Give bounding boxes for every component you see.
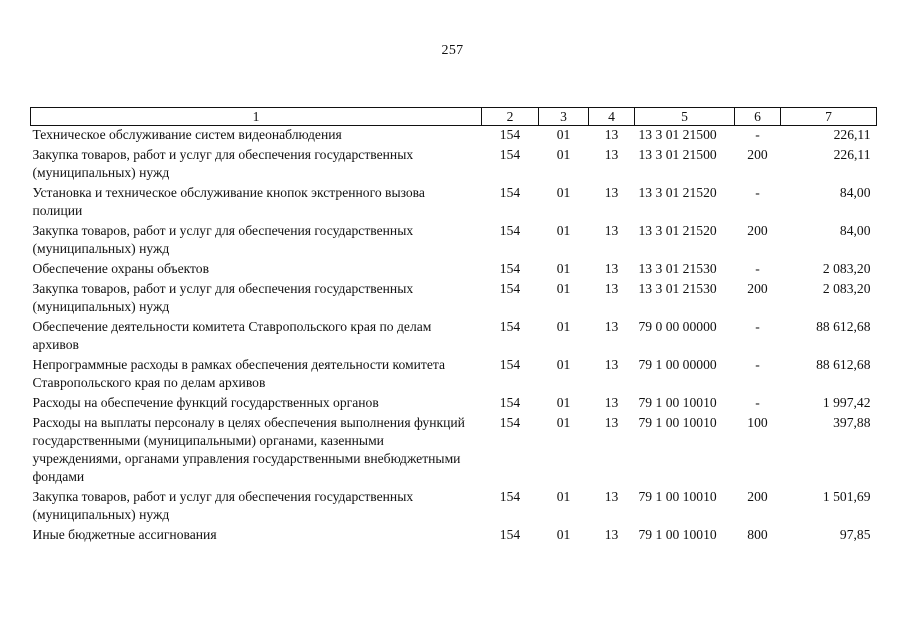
row-col-7: 84,00 bbox=[839, 223, 871, 238]
row-col-6: 200 bbox=[747, 147, 768, 162]
row-col-2: 154 bbox=[499, 527, 521, 542]
row-col-7: 2 083,20 bbox=[822, 261, 871, 276]
row-col-3: 01 bbox=[556, 395, 571, 410]
header-col-2: 2 bbox=[482, 108, 539, 126]
row-col-4: 13 bbox=[604, 415, 619, 430]
row-col-2: 154 bbox=[499, 223, 521, 238]
row-col-4: 13 bbox=[604, 281, 619, 296]
row-col-4: 13 bbox=[604, 261, 619, 276]
table-row bbox=[31, 414, 877, 488]
row-col-2: 154 bbox=[499, 395, 521, 410]
row-col-2: 154 bbox=[499, 147, 521, 162]
table-header bbox=[31, 108, 877, 126]
budget-table bbox=[30, 107, 877, 546]
row-col-5: 13 3 01 21530 bbox=[638, 281, 717, 296]
header-col-6: 6 bbox=[735, 108, 781, 126]
table-body bbox=[31, 126, 877, 547]
row-col-5: 79 0 00 00000 bbox=[638, 319, 717, 334]
row-col-5: 13 3 01 21520 bbox=[638, 223, 717, 238]
row-col-6: 200 bbox=[747, 223, 768, 238]
row-col-4: 13 bbox=[604, 147, 619, 162]
row-col-6: 100 bbox=[747, 415, 768, 430]
table-row bbox=[31, 318, 877, 356]
row-col-2: 154 bbox=[499, 261, 521, 276]
row-col-7: 1 997,42 bbox=[822, 395, 871, 410]
row-col-2: 154 bbox=[499, 185, 521, 200]
row-col-7: 226,11 bbox=[833, 127, 871, 142]
row-col-3: 01 bbox=[556, 281, 571, 296]
row-col-3: 01 bbox=[556, 127, 571, 142]
row-col-6: 200 bbox=[747, 281, 768, 296]
row-col-3: 01 bbox=[556, 185, 571, 200]
row-col-3: 01 bbox=[556, 527, 571, 542]
row-col-7: 97,85 bbox=[839, 527, 871, 542]
row-col-7: 84,00 bbox=[839, 185, 871, 200]
row-col-3: 01 bbox=[556, 357, 571, 372]
page-number: 257 bbox=[441, 43, 464, 58]
row-col-6: - bbox=[755, 357, 760, 372]
row-col-2: 154 bbox=[499, 489, 521, 504]
row-col-5: 13 3 01 21520 bbox=[638, 185, 717, 200]
row-col-6: 200 bbox=[747, 489, 768, 504]
row-col-2: 154 bbox=[499, 357, 521, 372]
header-col-7: 7 bbox=[781, 108, 877, 126]
row-col-2: 154 bbox=[499, 127, 521, 142]
row-col-3: 01 bbox=[556, 319, 571, 334]
row-col-4: 13 bbox=[604, 223, 619, 238]
row-col-5: 13 3 01 21530 bbox=[638, 261, 717, 276]
row-col-6: - bbox=[755, 261, 760, 276]
row-col-4: 13 bbox=[604, 319, 619, 334]
table-row bbox=[31, 526, 877, 546]
row-description: Обеспечение деятельности комитета Ставропольского края по делам архивов bbox=[32, 319, 432, 352]
header-row bbox=[31, 108, 877, 126]
row-col-7: 397,88 bbox=[833, 415, 871, 430]
row-description: Иные бюджетные ассигнования bbox=[32, 527, 217, 542]
row-col-5: 79 1 00 10010 bbox=[638, 415, 717, 430]
row-description: Закупка товаров, работ и услуг для обеспечения государственных (муниципальных) нужд bbox=[32, 489, 414, 522]
row-col-3: 01 bbox=[556, 261, 571, 276]
row-col-7: 226,11 bbox=[833, 147, 871, 162]
row-description: Расходы на обеспечение функций государственных органов bbox=[32, 395, 379, 410]
row-col-2: 154 bbox=[499, 281, 521, 296]
row-col-5: 79 1 00 00000 bbox=[638, 357, 717, 372]
row-description: Закупка товаров, работ и услуг для обеспечения государственных (муниципальных) нужд bbox=[32, 281, 414, 314]
header-col-5: 5 bbox=[635, 108, 735, 126]
row-description: Установка и техническое обслуживание кнопок экстренного вызова полиции bbox=[32, 185, 425, 218]
table-row bbox=[31, 184, 877, 222]
row-description: Техническое обслуживание систем видеонаблюдения bbox=[32, 127, 342, 142]
row-col-7: 2 083,20 bbox=[822, 281, 871, 296]
row-col-5: 79 1 00 10010 bbox=[638, 527, 717, 542]
row-col-3: 01 bbox=[556, 223, 571, 238]
row-col-4: 13 bbox=[604, 527, 619, 542]
row-col-5: 79 1 00 10010 bbox=[638, 489, 717, 504]
header-col-1: 1 bbox=[31, 108, 482, 126]
row-col-3: 01 bbox=[556, 415, 571, 430]
row-description: Непрограммные расходы в рамках обеспечения деятельности комитета Ставропольского края по делам архивов bbox=[32, 357, 446, 390]
table-row bbox=[31, 126, 877, 147]
row-col-2: 154 bbox=[499, 415, 521, 430]
row-col-4: 13 bbox=[604, 127, 619, 142]
table-row bbox=[31, 222, 877, 260]
row-col-4: 13 bbox=[604, 489, 619, 504]
table-row bbox=[31, 146, 877, 184]
row-description: Расходы на выплаты персоналу в целях обеспечения выполнения функций государственными (муниципальными) органами, казенными учреждениями, органами управления государственными внебюджетными фондами bbox=[32, 415, 465, 484]
row-col-3: 01 bbox=[556, 489, 571, 504]
table-row bbox=[31, 356, 877, 394]
row-col-4: 13 bbox=[604, 185, 619, 200]
row-col-7: 88 612,68 bbox=[816, 357, 871, 372]
row-col-6: - bbox=[755, 319, 760, 334]
row-col-5: 13 3 01 21500 bbox=[638, 127, 717, 142]
row-description: Обеспечение охраны объектов bbox=[32, 261, 210, 276]
table-row bbox=[31, 394, 877, 414]
row-col-7: 1 501,69 bbox=[822, 489, 871, 504]
row-col-7: 88 612,68 bbox=[816, 319, 871, 334]
row-col-4: 13 bbox=[604, 357, 619, 372]
row-col-5: 13 3 01 21500 bbox=[638, 147, 717, 162]
row-col-2: 154 bbox=[499, 319, 521, 334]
table-row bbox=[31, 260, 877, 280]
row-col-6: - bbox=[755, 127, 760, 142]
header-col-3: 3 bbox=[539, 108, 589, 126]
row-description: Закупка товаров, работ и услуг для обеспечения государственных (муниципальных) нужд bbox=[32, 223, 414, 256]
table-row bbox=[31, 488, 877, 526]
table-row bbox=[31, 280, 877, 318]
row-col-6: - bbox=[755, 185, 760, 200]
header-col-4: 4 bbox=[589, 108, 635, 126]
row-col-6: - bbox=[755, 395, 760, 410]
row-description: Закупка товаров, работ и услуг для обеспечения государственных (муниципальных) нужд bbox=[32, 147, 414, 180]
row-col-5: 79 1 00 10010 bbox=[638, 395, 717, 410]
row-col-6: 800 bbox=[747, 527, 768, 542]
row-col-4: 13 bbox=[604, 395, 619, 410]
row-col-3: 01 bbox=[556, 147, 571, 162]
